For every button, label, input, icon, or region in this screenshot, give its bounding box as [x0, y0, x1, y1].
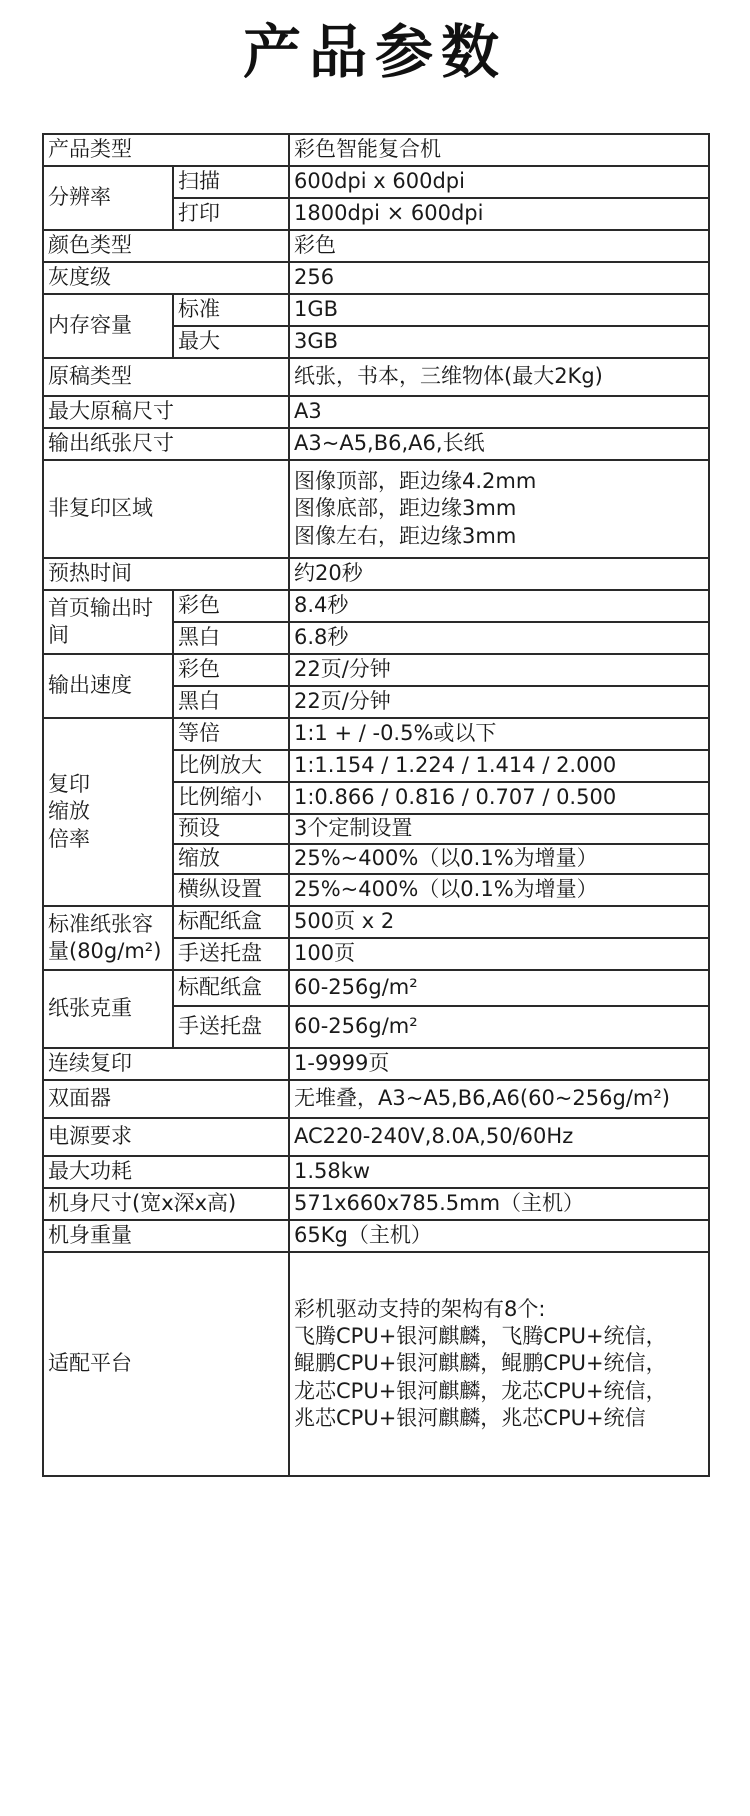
row-value: AC220-240V,8.0A,50/60Hz [289, 1118, 709, 1156]
row-label: 电源要求 [43, 1118, 289, 1156]
row-value: 500页 x 2 [289, 906, 709, 938]
sub-label: 标配纸盒 [173, 970, 289, 1006]
sub-label: 彩色 [173, 654, 289, 686]
row-value: 约20秒 [289, 558, 709, 590]
row-value: 1:1 + / -0.5%或以下 [289, 718, 709, 750]
table-row [43, 262, 709, 294]
table-row [43, 1188, 709, 1220]
sub-label: 最大 [173, 326, 289, 358]
sub-label: 比例放大 [173, 750, 289, 782]
table-row [43, 1252, 709, 1476]
table-row [43, 134, 709, 166]
row-label: 首页输出时间 [43, 590, 173, 654]
table-row [43, 590, 709, 622]
row-value: 1800dpi × 600dpi [289, 198, 709, 230]
sub-label: 标准 [173, 294, 289, 326]
row-label: 颜色类型 [43, 230, 289, 262]
row-label: 标准纸张容量(80g/m²) [43, 906, 173, 970]
table-row [43, 428, 709, 460]
table-row [43, 358, 709, 396]
row-value: 3GB [289, 326, 709, 358]
row-label: 机身尺寸(宽x深x高) [43, 1188, 289, 1220]
table-row [43, 1156, 709, 1188]
row-value: 图像顶部，距边缘4.2mm 图像底部，距边缘3mm 图像左右，距边缘3mm [289, 460, 709, 558]
row-value: A3 [289, 396, 709, 428]
row-value: 22页/分钟 [289, 686, 709, 718]
row-value: 100页 [289, 938, 709, 970]
table-row [43, 654, 709, 686]
sub-label: 黑白 [173, 686, 289, 718]
row-value: 60-256g/m² [289, 1006, 709, 1048]
sub-label: 横纵设置 [173, 874, 289, 906]
row-label: 非复印区域 [43, 460, 289, 558]
table-row [43, 1048, 709, 1080]
row-value: 纸张，书本，三维物体(最大2Kg) [289, 358, 709, 396]
row-label: 灰度级 [43, 262, 289, 294]
row-value: 1-9999页 [289, 1048, 709, 1080]
table-row [43, 970, 709, 1006]
row-label: 机身重量 [43, 1220, 289, 1252]
table-row [43, 1220, 709, 1252]
row-label: 最大功耗 [43, 1156, 289, 1188]
page-title: 产品参数 [242, 18, 507, 86]
row-label: 适配平台 [43, 1252, 289, 1476]
sub-label: 预设 [173, 814, 289, 844]
table-row [43, 294, 709, 326]
row-value: 6.8秒 [289, 622, 709, 654]
sub-label: 打印 [173, 198, 289, 230]
table-row [43, 1118, 709, 1156]
sub-label: 彩色 [173, 590, 289, 622]
row-label: 内存容量 [43, 294, 173, 358]
row-value: 571x660x785.5mm（主机） [289, 1188, 709, 1220]
sub-label: 手送托盘 [173, 938, 289, 970]
row-value: 3个定制设置 [289, 814, 709, 844]
table-row [43, 558, 709, 590]
row-value: 256 [289, 262, 709, 294]
row-label: 原稿类型 [43, 358, 289, 396]
row-value: 600dpi x 600dpi [289, 166, 709, 198]
row-value: 1GB [289, 294, 709, 326]
row-value: 65Kg（主机） [289, 1220, 709, 1252]
row-label: 输出速度 [43, 654, 173, 718]
row-value: 无堆叠，A3~A5,B6,A6(60~256g/m²) [289, 1080, 709, 1118]
row-value: 8.4秒 [289, 590, 709, 622]
sub-label: 手送托盘 [173, 1006, 289, 1048]
spec-table [42, 133, 710, 1477]
row-value: 1:0.866 / 0.816 / 0.707 / 0.500 [289, 782, 709, 814]
row-value: 彩色 [289, 230, 709, 262]
table-row [43, 396, 709, 428]
row-value: A3~A5,B6,A6,长纸 [289, 428, 709, 460]
row-label: 输出纸张尺寸 [43, 428, 289, 460]
table-row [43, 1080, 709, 1118]
row-label: 连续复印 [43, 1048, 289, 1080]
table-row [43, 230, 709, 262]
table-row [43, 906, 709, 938]
sub-label: 扫描 [173, 166, 289, 198]
sub-label: 等倍 [173, 718, 289, 750]
row-value: 1.58kw [289, 1156, 709, 1188]
row-label: 双面器 [43, 1080, 289, 1118]
sub-label: 黑白 [173, 622, 289, 654]
sub-label: 比例缩小 [173, 782, 289, 814]
table-row [43, 166, 709, 198]
row-label: 产品类型 [43, 134, 289, 166]
row-value: 22页/分钟 [289, 654, 709, 686]
row-label: 分辨率 [43, 166, 173, 230]
row-value: 60-256g/m² [289, 970, 709, 1006]
table-row [43, 718, 709, 750]
row-label: 复印 缩放 倍率 [43, 718, 173, 906]
row-value: 彩机驱动支持的架构有8个: 飞腾CPU+银河麒麟，飞腾CPU+统信， 鲲鹏CPU+银河麒麟，鲲鹏CPU+统信， 龙芯CPU+银河麒麟，龙芯CPU+统信， 兆芯CPU+银河麒麟，兆芯CPU+统信 [289, 1252, 709, 1476]
sub-label: 标配纸盒 [173, 906, 289, 938]
row-value: 1:1.154 / 1.224 / 1.414 / 2.000 [289, 750, 709, 782]
row-value: 25%~400%（以0.1%为增量） [289, 874, 709, 906]
table-row [43, 460, 709, 558]
row-value: 25%~400%（以0.1%为增量） [289, 844, 709, 874]
sub-label: 缩放 [173, 844, 289, 874]
row-value: 彩色智能复合机 [289, 134, 709, 166]
row-label: 预热时间 [43, 558, 289, 590]
row-label: 最大原稿尺寸 [43, 396, 289, 428]
row-label: 纸张克重 [43, 970, 173, 1048]
